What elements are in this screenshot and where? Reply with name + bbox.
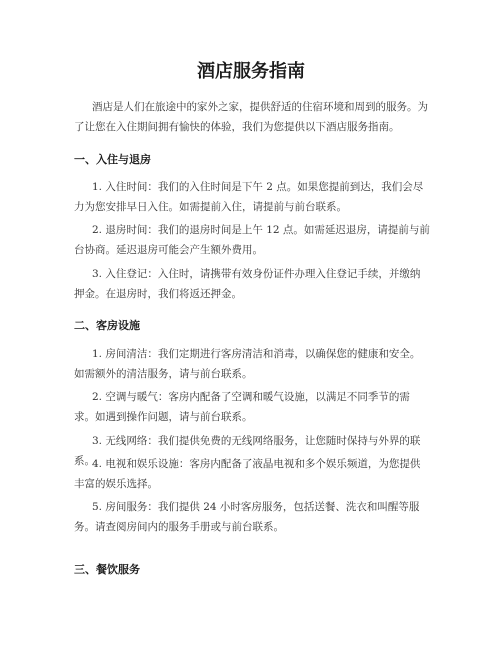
room-item-3: 3. 无线网络：我们提供免费的无线网络服务，让您随时保持与外界的联系。 bbox=[74, 435, 421, 467]
room-item-2: 2. 空调与暖气：客房内配备了空调和暖气设施，以满足不同季节的需求。如遇到操作问题，请与前台联系。 bbox=[74, 391, 410, 423]
checkin-item-1: 1. 入住时间：我们的入住时间是下午 2 点。如果您提前到达，我们会尽力为您安排早日入住。如需提前入住，请提前与前台联系。 bbox=[74, 181, 424, 213]
section-heading-room-facilities: 二、客房设施 bbox=[74, 319, 140, 332]
section-heading-checkin: 一、入住与退房 bbox=[74, 153, 151, 166]
room-item-4: 4. 电视和娱乐设施：客房内配备了液晶电视和多个娱乐频道，为您提供丰富的娱乐选择。 bbox=[74, 458, 421, 490]
room-item-5: 5. 房间服务：我们提供 24 小时客房服务，包括送餐、洗衣和叫醒等服务。请查阅房间内的服务手册或与前台联系。 bbox=[74, 501, 420, 533]
room-item-1: 1. 房间清洁：我们定期进行客房清洁和消毒，以确保您的健康和安全。如需额外的清洁服务，请与前台联系。 bbox=[74, 348, 421, 380]
intro-paragraph: 酒店是人们在旅途中的家外之家，提供舒适的住宿环境和周到的服务。为了让您在入住期间拥有愉快的体验，我们为您提供以下酒店服务指南。 bbox=[74, 101, 428, 133]
checkin-item-3: 3. 入住登记：入住时，请携带有效身份证件办理入住登记手续，并缴纳押金。在退房时，我们将返还押金。 bbox=[74, 268, 421, 300]
section-heading-dining: 三、餐饮服务 bbox=[74, 563, 140, 576]
document-title: 酒店服务指南 bbox=[197, 61, 305, 82]
checkin-item-2: 2. 退房时间：我们的退房时间是上午 12 点。如需延迟退房，请提前与前台协商。延迟退房可能会产生额外费用。 bbox=[74, 224, 430, 256]
